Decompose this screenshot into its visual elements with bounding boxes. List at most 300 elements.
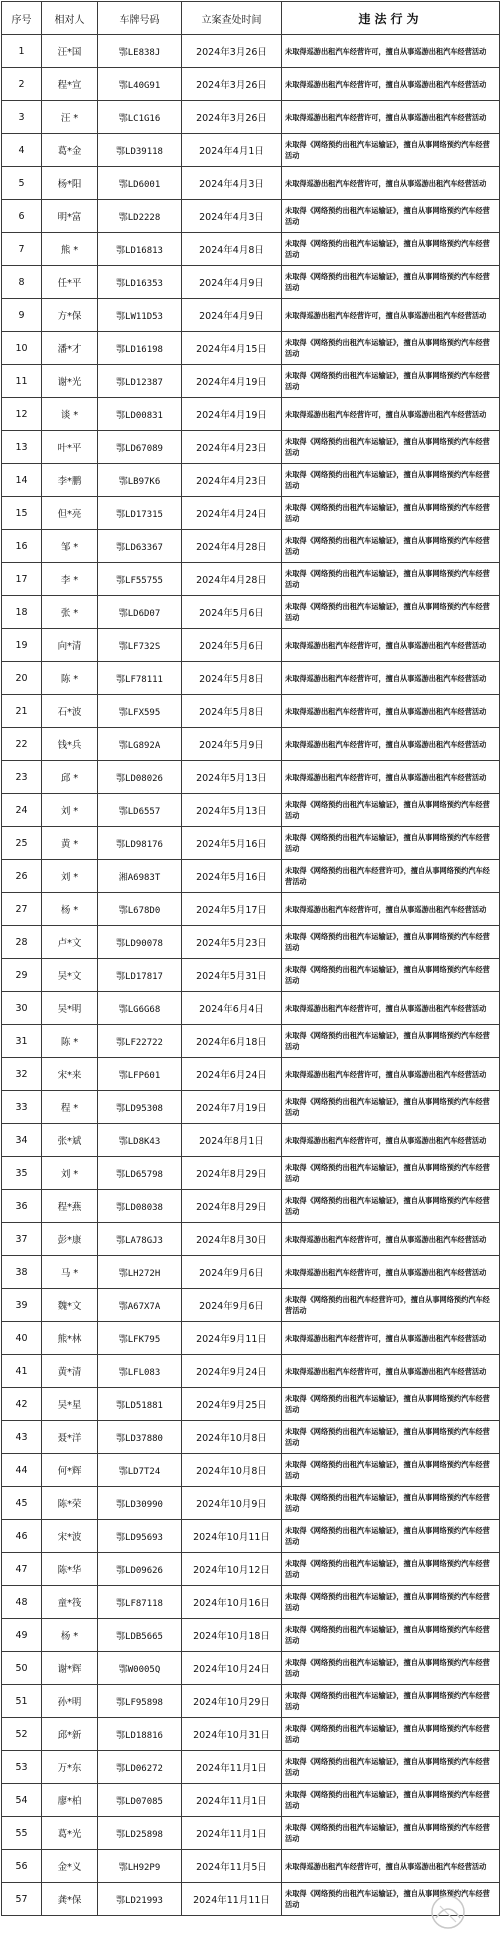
cell-violation: 未取得《网络预约出租汽车运输证》，擅自从事网络预约汽车经营活动	[282, 266, 500, 299]
cell-violation: 未取得巡游出租汽车经营许可，擅自从事巡游出租汽车经营活动	[282, 35, 500, 68]
cell-no: 8	[2, 266, 42, 299]
cell-person: 刘 *	[42, 794, 98, 827]
table-row	[2, 431, 500, 464]
cell-no: 5	[2, 167, 42, 200]
cell-plate: 鄂LD12387	[98, 365, 182, 398]
cell-date: 2024年4月24日	[182, 497, 282, 530]
cell-person: 聂*洋	[42, 1421, 98, 1454]
cell-date: 2024年9月6日	[182, 1289, 282, 1322]
table-row	[2, 893, 500, 926]
cell-violation: 未取得《网络预约出租汽车运输证》，擅自从事网络预约汽车经营活动	[282, 1520, 500, 1553]
table-row	[2, 299, 500, 332]
cell-date: 2024年4月23日	[182, 431, 282, 464]
cell-date: 2024年6月24日	[182, 1058, 282, 1091]
cell-plate: 鄂LD16353	[98, 266, 182, 299]
table-row	[2, 1322, 500, 1355]
cell-person: 明*富	[42, 200, 98, 233]
cell-violation: 未取得《网络预约出租汽车运输证》，擅自从事网络预约汽车经营活动	[282, 1388, 500, 1421]
cell-plate: 鄂LFL083	[98, 1355, 182, 1388]
cell-plate: 鄂LD6557	[98, 794, 182, 827]
cell-person: 程*燕	[42, 1190, 98, 1223]
cell-person: 陈 *	[42, 662, 98, 695]
cell-date: 2024年5月6日	[182, 629, 282, 662]
table-row	[2, 365, 500, 398]
cell-plate: 鄂LD63367	[98, 530, 182, 563]
cell-date: 2024年9月25日	[182, 1388, 282, 1421]
cell-plate: 鄂LH272H	[98, 1256, 182, 1289]
cell-violation: 未取得《网络预约出租汽车运输证》，擅自从事网络预约汽车经营活动	[282, 827, 500, 860]
cell-date: 2024年4月15日	[182, 332, 282, 365]
cell-violation: 未取得《网络预约出租汽车运输证》，擅自从事网络预约汽车经营活动	[282, 1718, 500, 1751]
cell-person: 谢*光	[42, 365, 98, 398]
cell-no: 12	[2, 398, 42, 431]
cell-violation: 未取得巡游出租汽车经营许可，擅自从事巡游出租汽车经营活动	[282, 299, 500, 332]
cell-violation: 未取得巡游出租汽车经营许可，擅自从事巡游出租汽车经营活动	[282, 1223, 500, 1256]
cell-violation: 未取得《网络预约出租汽车运输证》，擅自从事网络预约汽车经营活动	[282, 1685, 500, 1718]
cell-date: 2024年5月16日	[182, 860, 282, 893]
cell-person: 吴*明	[42, 992, 98, 1025]
cell-date: 2024年9月11日	[182, 1322, 282, 1355]
cell-no: 46	[2, 1520, 42, 1553]
cell-no: 11	[2, 365, 42, 398]
cell-person: 刘 *	[42, 1157, 98, 1190]
cell-no: 32	[2, 1058, 42, 1091]
cell-no: 21	[2, 695, 42, 728]
table-row	[2, 233, 500, 266]
table-row	[2, 1817, 500, 1850]
cell-violation: 未取得《网络预约出租汽车运输证》，擅自从事网络预约汽车经营活动	[282, 431, 500, 464]
cell-plate: 鄂LG6G68	[98, 992, 182, 1025]
table-row	[2, 728, 500, 761]
cell-person: 杨*阳	[42, 167, 98, 200]
cell-date: 2024年11月5日	[182, 1850, 282, 1883]
cell-no: 1	[2, 35, 42, 68]
cell-plate: 鄂LB97K6	[98, 464, 182, 497]
cell-person: 刘 *	[42, 860, 98, 893]
cell-violation: 未取得《网络预约出租汽车运输证》，擅自从事网络预约汽车经营活动	[282, 332, 500, 365]
table-row	[2, 794, 500, 827]
cell-no: 24	[2, 794, 42, 827]
cell-date: 2024年4月1日	[182, 134, 282, 167]
cell-date: 2024年4月28日	[182, 563, 282, 596]
cell-violation: 未取得巡游出租汽车经营许可，擅自从事巡游出租汽车经营活动	[282, 1124, 500, 1157]
cell-violation: 未取得巡游出租汽车经营许可，擅自从事巡游出租汽车经营活动	[282, 695, 500, 728]
table-row	[2, 1025, 500, 1058]
cell-person: 黄 *	[42, 827, 98, 860]
cell-violation: 未取得巡游出租汽车经营许可，擅自从事巡游出租汽车经营活动	[282, 1322, 500, 1355]
cell-date: 2024年11月1日	[182, 1817, 282, 1850]
cell-no: 30	[2, 992, 42, 1025]
cell-violation: 未取得《网络预约出租汽车运输证》，擅自从事网络预约汽车经营活动	[282, 1421, 500, 1454]
cell-plate: 鄂LF732S	[98, 629, 182, 662]
cell-person: 廖*柏	[42, 1784, 98, 1817]
cell-plate: 鄂LD65798	[98, 1157, 182, 1190]
cell-plate: 鄂LFX595	[98, 695, 182, 728]
cell-plate: 鄂LD17817	[98, 959, 182, 992]
cell-no: 50	[2, 1652, 42, 1685]
cell-person: 张 *	[42, 596, 98, 629]
table-row	[2, 1157, 500, 1190]
cell-no: 51	[2, 1685, 42, 1718]
cell-person: 张*斌	[42, 1124, 98, 1157]
cell-person: 马 *	[42, 1256, 98, 1289]
cell-person: 金*义	[42, 1850, 98, 1883]
cell-no: 22	[2, 728, 42, 761]
table-row	[2, 596, 500, 629]
cell-person: 宋*波	[42, 1520, 98, 1553]
cell-date: 2024年7月19日	[182, 1091, 282, 1124]
cell-no: 20	[2, 662, 42, 695]
cell-date: 2024年5月8日	[182, 695, 282, 728]
table-row	[2, 827, 500, 860]
cell-no: 17	[2, 563, 42, 596]
cell-no: 40	[2, 1322, 42, 1355]
cell-violation: 未取得《网络预约出租汽车运输证》，擅自从事网络预约汽车经营活动	[282, 1190, 500, 1223]
cell-person: 何*辉	[42, 1454, 98, 1487]
cell-plate: 鄂LD09626	[98, 1553, 182, 1586]
cell-no: 28	[2, 926, 42, 959]
cell-plate: 鄂LD39118	[98, 134, 182, 167]
cell-person: 陈*荣	[42, 1487, 98, 1520]
cell-person: 熊*林	[42, 1322, 98, 1355]
cell-person: 黄*清	[42, 1355, 98, 1388]
table-row	[2, 629, 500, 662]
cell-violation: 未取得巡游出租汽车经营许可，擅自从事巡游出租汽车经营活动	[282, 761, 500, 794]
cell-person: 石*波	[42, 695, 98, 728]
header-violation: 违法行为	[282, 2, 500, 35]
cell-violation: 未取得《网络预约出租汽车运输证》，擅自从事网络预约汽车经营活动	[282, 530, 500, 563]
table-row	[2, 1784, 500, 1817]
cell-plate: 鄂LD06272	[98, 1751, 182, 1784]
cell-person: 吴*星	[42, 1388, 98, 1421]
cell-no: 10	[2, 332, 42, 365]
cell-no: 47	[2, 1553, 42, 1586]
table-row	[2, 101, 500, 134]
table-row	[2, 1751, 500, 1784]
cell-plate: 鄂LD67089	[98, 431, 182, 464]
cell-date: 2024年10月16日	[182, 1586, 282, 1619]
cell-person: 叶*平	[42, 431, 98, 464]
cell-person: 潘*才	[42, 332, 98, 365]
table-row	[2, 1091, 500, 1124]
table-row	[2, 35, 500, 68]
cell-plate: 鄂LA78GJ3	[98, 1223, 182, 1256]
violations-table	[1, 1, 500, 1916]
cell-no: 33	[2, 1091, 42, 1124]
cell-violation: 未取得《网络预约出租汽车运输证》，擅自从事网络预约汽车经营活动	[282, 563, 500, 596]
cell-person: 邱 *	[42, 761, 98, 794]
table-row	[2, 200, 500, 233]
cell-plate: 鄂LD95308	[98, 1091, 182, 1124]
cell-date: 2024年5月16日	[182, 827, 282, 860]
cell-person: 程*宣	[42, 68, 98, 101]
cell-date: 2024年10月11日	[182, 1520, 282, 1553]
cell-violation: 未取得《网络预约出租汽车运输证》，擅自从事网络预约汽车经营活动	[282, 365, 500, 398]
table-row	[2, 398, 500, 431]
cell-date: 2024年10月9日	[182, 1487, 282, 1520]
cell-no: 52	[2, 1718, 42, 1751]
cell-person: 卢*文	[42, 926, 98, 959]
cell-person: 谢*辉	[42, 1652, 98, 1685]
header-row	[2, 2, 500, 35]
cell-no: 49	[2, 1619, 42, 1652]
cell-plate: 鄂LE838J	[98, 35, 182, 68]
cell-violation: 未取得巡游出租汽车经营许可，擅自从事巡游出租汽车经营活动	[282, 1850, 500, 1883]
cell-person: 龚*保	[42, 1883, 98, 1916]
cell-violation: 未取得巡游出租汽车经营许可，擅自从事巡游出租汽车经营活动	[282, 68, 500, 101]
cell-date: 2024年3月26日	[182, 101, 282, 134]
cell-person: 彭*康	[42, 1223, 98, 1256]
cell-no: 39	[2, 1289, 42, 1322]
table-row	[2, 1454, 500, 1487]
cell-violation: 未取得《网络预约出租汽车运输证》，擅自从事网络预约汽车经营活动	[282, 497, 500, 530]
cell-person: 魏*文	[42, 1289, 98, 1322]
cell-plate: 鄂LF22722	[98, 1025, 182, 1058]
cell-violation: 未取得《网络预约出租汽车运输证》，擅自从事网络预约汽车经营活动	[282, 596, 500, 629]
cell-plate: 鄂LD07085	[98, 1784, 182, 1817]
cell-date: 2024年10月18日	[182, 1619, 282, 1652]
cell-person: 程 *	[42, 1091, 98, 1124]
cell-no: 9	[2, 299, 42, 332]
cell-no: 35	[2, 1157, 42, 1190]
cell-plate: 鄂LD98176	[98, 827, 182, 860]
cell-date: 2024年5月8日	[182, 662, 282, 695]
table-row	[2, 1388, 500, 1421]
table-row	[2, 530, 500, 563]
table-body	[2, 35, 500, 1916]
cell-violation: 未取得《网络预约出租汽车运输证》，擅自从事网络预约汽车经营活动	[282, 1817, 500, 1850]
cell-no: 18	[2, 596, 42, 629]
cell-violation: 未取得巡游出租汽车经营许可，擅自从事巡游出租汽车经营活动	[282, 629, 500, 662]
cell-date: 2024年5月23日	[182, 926, 282, 959]
cell-no: 23	[2, 761, 42, 794]
cell-person: 邹 *	[42, 530, 98, 563]
cell-plate: 鄂LD51881	[98, 1388, 182, 1421]
table-row	[2, 992, 500, 1025]
cell-violation: 未取得《网络预约出租汽车运输证》，擅自从事网络预约汽车经营活动	[282, 1652, 500, 1685]
cell-violation: 未取得《网络预约出租汽车运输证》，擅自从事网络预约汽车经营活动	[282, 464, 500, 497]
cell-no: 53	[2, 1751, 42, 1784]
table-row	[2, 68, 500, 101]
cell-plate: 鄂LD08026	[98, 761, 182, 794]
cell-plate: 鄂LW11D53	[98, 299, 182, 332]
cell-no: 54	[2, 1784, 42, 1817]
cell-violation: 未取得巡游出租汽车经营许可，擅自从事巡游出租汽车经营活动	[282, 167, 500, 200]
cell-plate: 鄂LD95693	[98, 1520, 182, 1553]
cell-violation: 未取得巡游出租汽车经营许可，擅自从事巡游出租汽车经营活动	[282, 992, 500, 1025]
cell-date: 2024年4月19日	[182, 365, 282, 398]
cell-plate: 鄂LD7T24	[98, 1454, 182, 1487]
cell-person: 邱*新	[42, 1718, 98, 1751]
table-row	[2, 926, 500, 959]
cell-no: 3	[2, 101, 42, 134]
cell-plate: 鄂LD2228	[98, 200, 182, 233]
cell-no: 44	[2, 1454, 42, 1487]
cell-violation: 未取得《网络预约出租汽车运输证》，擅自从事网络预约汽车经营活动	[282, 926, 500, 959]
cell-date: 2024年5月13日	[182, 794, 282, 827]
cell-date: 2024年10月24日	[182, 1652, 282, 1685]
cell-person: 宋*来	[42, 1058, 98, 1091]
cell-no: 43	[2, 1421, 42, 1454]
table-row	[2, 761, 500, 794]
cell-person: 杨 *	[42, 1619, 98, 1652]
cell-date: 2024年4月3日	[182, 200, 282, 233]
cell-date: 2024年4月23日	[182, 464, 282, 497]
cell-no: 16	[2, 530, 42, 563]
table-row	[2, 464, 500, 497]
cell-date: 2024年5月9日	[182, 728, 282, 761]
cell-person: 陈 *	[42, 1025, 98, 1058]
cell-date: 2024年10月31日	[182, 1718, 282, 1751]
table-row	[2, 1850, 500, 1883]
cell-plate: 鄂LC1G16	[98, 101, 182, 134]
table-row	[2, 332, 500, 365]
cell-violation: 未取得《网络预约出租汽车运输证》，擅自从事网络预约汽车经营活动	[282, 1883, 500, 1916]
cell-no: 14	[2, 464, 42, 497]
cell-violation: 未取得《网络预约出租汽车运输证》，擅自从事网络预约汽车经营活动	[282, 1157, 500, 1190]
cell-plate: 鄂LD8K43	[98, 1124, 182, 1157]
cell-no: 26	[2, 860, 42, 893]
table-row	[2, 1190, 500, 1223]
cell-date: 2024年5月13日	[182, 761, 282, 794]
cell-person: 汪 *	[42, 101, 98, 134]
cell-no: 57	[2, 1883, 42, 1916]
table-row	[2, 1553, 500, 1586]
cell-date: 2024年3月26日	[182, 68, 282, 101]
cell-person: 李 *	[42, 563, 98, 596]
cell-violation: 未取得《网络预约出租汽车运输证》，擅自从事网络预约汽车经营活动	[282, 233, 500, 266]
table-row	[2, 1421, 500, 1454]
cell-plate: 鄂LD16813	[98, 233, 182, 266]
cell-date: 2024年4月28日	[182, 530, 282, 563]
cell-person: 万*东	[42, 1751, 98, 1784]
cell-person: 任*平	[42, 266, 98, 299]
table-row	[2, 1685, 500, 1718]
cell-violation: 未取得《网络预约出租汽车运输证》，擅自从事网络预约汽车经营活动	[282, 1784, 500, 1817]
table-row	[2, 134, 500, 167]
header-date: 立案查处时间	[182, 2, 282, 35]
watermark-logo-icon	[418, 1892, 478, 1932]
cell-person: 钱*兵	[42, 728, 98, 761]
cell-plate: 鄂LD25898	[98, 1817, 182, 1850]
cell-plate: 鄂LD17315	[98, 497, 182, 530]
cell-violation: 未取得《网络预约出租汽车运输证》，擅自从事网络预约汽车经营活动	[282, 959, 500, 992]
cell-no: 13	[2, 431, 42, 464]
cell-date: 2024年10月12日	[182, 1553, 282, 1586]
cell-violation: 未取得《网络预约出租汽车运输证》，擅自从事网络预约汽车经营活动	[282, 1487, 500, 1520]
table-row	[2, 1586, 500, 1619]
cell-person: 向*清	[42, 629, 98, 662]
cell-violation: 未取得巡游出租汽车经营许可，擅自从事巡游出租汽车经营活动	[282, 398, 500, 431]
cell-violation: 未取得巡游出租汽车经营许可，擅自从事巡游出租汽车经营活动	[282, 1355, 500, 1388]
cell-date: 2024年6月18日	[182, 1025, 282, 1058]
cell-no: 27	[2, 893, 42, 926]
cell-date: 2024年11月1日	[182, 1751, 282, 1784]
cell-violation: 未取得《网络预约出租汽车运输证》，擅自从事网络预约汽车经营活动	[282, 794, 500, 827]
header-plate: 车牌号码	[98, 2, 182, 35]
cell-plate: 鄂LD08038	[98, 1190, 182, 1223]
cell-date: 2024年4月8日	[182, 233, 282, 266]
table-row	[2, 1652, 500, 1685]
cell-no: 6	[2, 200, 42, 233]
cell-date: 2024年4月19日	[182, 398, 282, 431]
cell-date: 2024年8月29日	[182, 1157, 282, 1190]
table-row	[2, 167, 500, 200]
cell-person: 陈*华	[42, 1553, 98, 1586]
cell-date: 2024年10月8日	[182, 1454, 282, 1487]
cell-plate: 鄂LD6D07	[98, 596, 182, 629]
cell-person: 童*筏	[42, 1586, 98, 1619]
cell-person: 葛*光	[42, 1817, 98, 1850]
cell-plate: 鄂LD18816	[98, 1718, 182, 1751]
cell-violation: 未取得巡游出租汽车经营许可，擅自从事巡游出租汽车经营活动	[282, 728, 500, 761]
cell-plate: 鄂A67X7A	[98, 1289, 182, 1322]
table-row	[2, 563, 500, 596]
cell-date: 2024年5月31日	[182, 959, 282, 992]
cell-no: 38	[2, 1256, 42, 1289]
cell-plate: 鄂LH92P9	[98, 1850, 182, 1883]
table-row	[2, 1718, 500, 1751]
cell-no: 56	[2, 1850, 42, 1883]
cell-date: 2024年5月17日	[182, 893, 282, 926]
cell-violation: 未取得巡游出租汽车经营许可，擅自从事巡游出租汽车经营活动	[282, 1058, 500, 1091]
cell-date: 2024年10月8日	[182, 1421, 282, 1454]
cell-violation: 未取得《网络预约出租汽车运输证》，擅自从事网络预约汽车经营活动	[282, 1091, 500, 1124]
cell-no: 15	[2, 497, 42, 530]
header-no: 序号	[2, 2, 42, 35]
cell-plate: 鄂LG892A	[98, 728, 182, 761]
table-row	[2, 1223, 500, 1256]
header-person: 相对人	[42, 2, 98, 35]
table-row	[2, 860, 500, 893]
cell-plate: 鄂LFK795	[98, 1322, 182, 1355]
cell-person: 熊 *	[42, 233, 98, 266]
cell-person: 方*保	[42, 299, 98, 332]
table-row	[2, 1058, 500, 1091]
cell-no: 29	[2, 959, 42, 992]
cell-plate: 鄂L40G91	[98, 68, 182, 101]
table-row	[2, 662, 500, 695]
table-row	[2, 1256, 500, 1289]
cell-date: 2024年10月29日	[182, 1685, 282, 1718]
cell-no: 41	[2, 1355, 42, 1388]
cell-violation: 未取得《网络预约出租汽车经营许可》，擅自从事网络预约汽车经营活动	[282, 1289, 500, 1322]
cell-plate: 鄂LFP601	[98, 1058, 182, 1091]
cell-person: 李*鹏	[42, 464, 98, 497]
cell-no: 2	[2, 68, 42, 101]
cell-person: 葛*金	[42, 134, 98, 167]
table-row	[2, 1619, 500, 1652]
cell-violation: 未取得《网络预约出租汽车运输证》，擅自从事网络预约汽车经营活动	[282, 1751, 500, 1784]
cell-violation: 未取得巡游出租汽车经营许可，擅自从事巡游出租汽车经营活动	[282, 101, 500, 134]
cell-no: 45	[2, 1487, 42, 1520]
cell-plate: 鄂LD16198	[98, 332, 182, 365]
cell-no: 55	[2, 1817, 42, 1850]
cell-plate: 鄂L678D0	[98, 893, 182, 926]
cell-date: 2024年6月4日	[182, 992, 282, 1025]
cell-person: 汪*国	[42, 35, 98, 68]
cell-no: 31	[2, 1025, 42, 1058]
cell-plate: 鄂LF87118	[98, 1586, 182, 1619]
table-row	[2, 1289, 500, 1322]
table-row	[2, 695, 500, 728]
table-row	[2, 1487, 500, 1520]
cell-no: 19	[2, 629, 42, 662]
cell-plate: 鄂LD00831	[98, 398, 182, 431]
cell-violation: 未取得《网络预约出租汽车运输证》，擅自从事网络预约汽车经营活动	[282, 1619, 500, 1652]
cell-plate: 湘A6983T	[98, 860, 182, 893]
cell-plate: 鄂W0005Q	[98, 1652, 182, 1685]
